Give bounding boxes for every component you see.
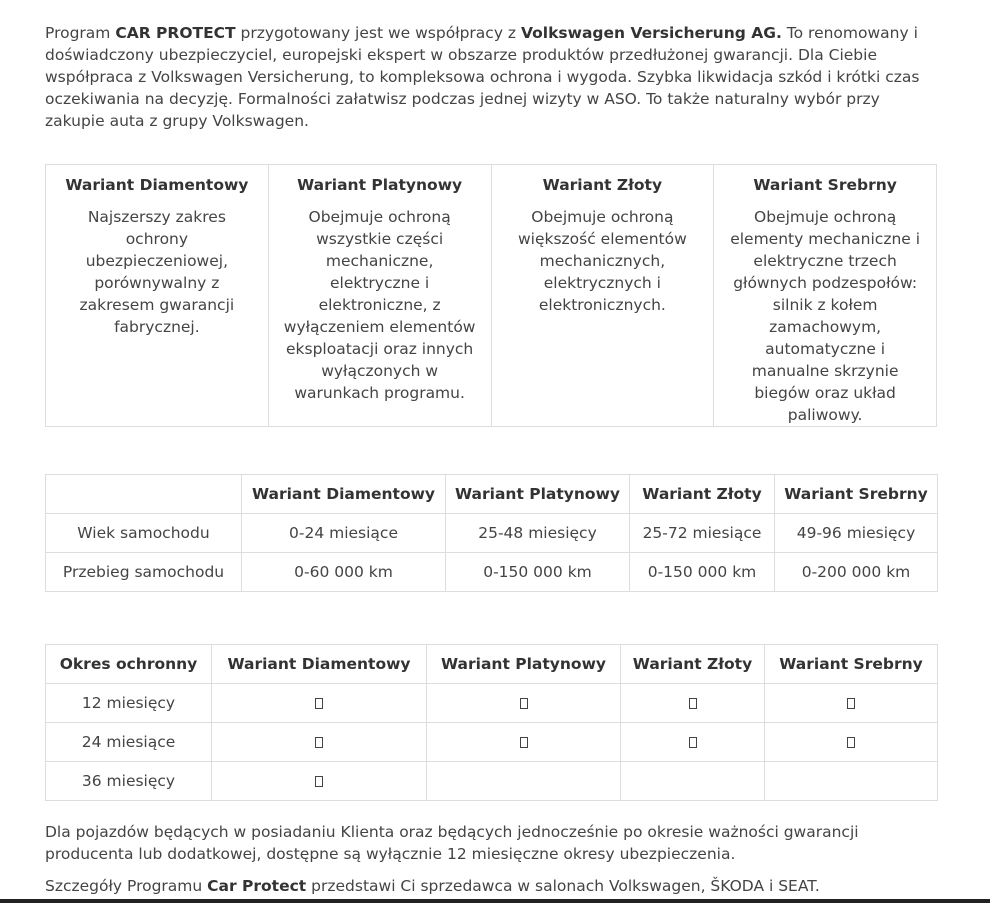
table-cell	[427, 684, 621, 723]
table-header-row	[46, 645, 938, 684]
row-label: 12 miesięcy	[46, 684, 212, 723]
table-cell	[621, 723, 765, 762]
intro-bold-program: CAR PROTECT	[115, 24, 236, 42]
column-header: Wariant Diamentowy	[242, 475, 446, 514]
variant-description: Obejmuje ochroną wszystkie części mechaniczne, elektryczne i elektroniczne, z wyłączeniem elementów eksploatacji oraz innych wyłączonych w warunkach programu.	[283, 208, 476, 402]
variant-title: Wariant Diamentowy	[65, 176, 249, 194]
table-cell	[212, 723, 427, 762]
details-text-1: Szczegóły Programu	[45, 877, 208, 895]
column-header: Wariant Srebrny	[765, 645, 938, 684]
vehicle-requirements-table	[45, 474, 938, 592]
check-mark-icon	[315, 776, 323, 787]
check-mark-icon	[847, 698, 855, 709]
table-cell: 0-150 000 km	[630, 553, 775, 592]
details-text-2: przedstawi Ci sprzedawca w salonach Volkswagen, ŠKODA i SEAT.	[306, 877, 820, 895]
intro-bold-insurer: Volkswagen Versicherung AG.	[521, 24, 782, 42]
table-cell	[212, 762, 427, 801]
variant-cell-silver	[714, 165, 937, 427]
check-mark-icon	[315, 737, 323, 748]
table-cell	[621, 684, 765, 723]
check-mark-icon	[847, 737, 855, 748]
table-row	[46, 553, 938, 592]
intro-text-2: przygotowany jest we współpracy z	[235, 24, 521, 42]
variant-title: Wariant Złoty	[542, 176, 663, 194]
table-cell: 49-96 miesięcy	[775, 514, 938, 553]
bottom-divider	[0, 899, 990, 903]
row-label: Wiek samochodu	[46, 514, 242, 553]
variant-cell-diamond	[46, 165, 269, 427]
table-cell: 0-24 miesiące	[242, 514, 446, 553]
table-row	[46, 165, 937, 427]
variant-cell-platinum	[268, 165, 491, 427]
column-header: Wariant Srebrny	[775, 475, 938, 514]
table-cell	[212, 684, 427, 723]
column-header	[46, 475, 242, 514]
column-header: Wariant Diamentowy	[212, 645, 427, 684]
column-header: Wariant Złoty	[630, 475, 775, 514]
column-header: Wariant Platynowy	[446, 475, 630, 514]
row-label: 36 miesięcy	[46, 762, 212, 801]
protection-period-table	[45, 644, 938, 801]
row-label: Przebieg samochodu	[46, 553, 242, 592]
row-label: 24 miesiące	[46, 723, 212, 762]
variants-description-table	[45, 164, 937, 427]
table-cell	[427, 723, 621, 762]
table-header-row	[46, 475, 938, 514]
details-bold-program: Car Protect	[207, 877, 307, 895]
table-cell: 0-150 000 km	[446, 553, 630, 592]
check-mark-icon	[689, 737, 697, 748]
variant-description: Obejmuje ochroną elementy mechaniczne i elektryczne trzech głównych podzespołów: silnik z kołem zamachowym, automatyczne i manualne skrzynie biegów oraz układ paliwowy.	[730, 208, 921, 424]
check-mark-icon	[520, 737, 528, 748]
availability-note: Dla pojazdów będących w posiadaniu Klienta oraz będących jednocześnie po okresie ważności gwarancji producenta lub dodatkowej, dostępne są wyłącznie 12 miesięczne okresy ubezpieczenia.	[45, 823, 859, 863]
intro-text-3: To renomowany i doświadczony ubezpieczyciel, europejski ekspert w obszarze produktów przedłużonej gwarancji. Dla Ciebie współpraca z Volkswagen Versicherung, to kompleksowa ochrona i wygoda. Szybka likwidacja szkód i krótki czas oczekiwania na decyzję. Formalności załatwisz podczas jednej wizyty w ASO. To także naturalny wybór przy zakupie auta z grupy Volkswagen.	[45, 24, 920, 130]
intro-text-1: Program	[45, 24, 116, 42]
table-cell	[427, 762, 621, 801]
table-cell: 0-60 000 km	[242, 553, 446, 592]
table-cell	[621, 762, 765, 801]
table-cell: 25-72 miesiące	[630, 514, 775, 553]
variant-description: Obejmuje ochroną większość elementów mechanicznych, elektrycznych i elektronicznych.	[517, 208, 687, 314]
table-cell	[765, 723, 938, 762]
column-header: Okres ochronny	[46, 645, 212, 684]
check-mark-icon	[520, 698, 528, 709]
variant-description: Najszerszy zakres ochrony ubezpieczeniowej, porównywalny z zakresem gwarancji fabrycznej.	[79, 208, 235, 336]
table-row	[46, 684, 938, 723]
table-row	[46, 723, 938, 762]
check-mark-icon	[689, 698, 697, 709]
column-header: Wariant Złoty	[621, 645, 765, 684]
check-mark-icon	[315, 698, 323, 709]
intro-paragraph	[45, 22, 937, 132]
variant-cell-gold	[491, 165, 714, 427]
table-cell: 25-48 miesięcy	[446, 514, 630, 553]
table-cell	[765, 684, 938, 723]
variant-title: Wariant Srebrny	[753, 176, 897, 194]
details-note	[45, 875, 937, 897]
variant-title: Wariant Platynowy	[297, 176, 463, 194]
table-row	[46, 762, 938, 801]
table-row	[46, 514, 938, 553]
column-header: Wariant Platynowy	[427, 645, 621, 684]
table-cell	[765, 762, 938, 801]
table-cell: 0-200 000 km	[775, 553, 938, 592]
